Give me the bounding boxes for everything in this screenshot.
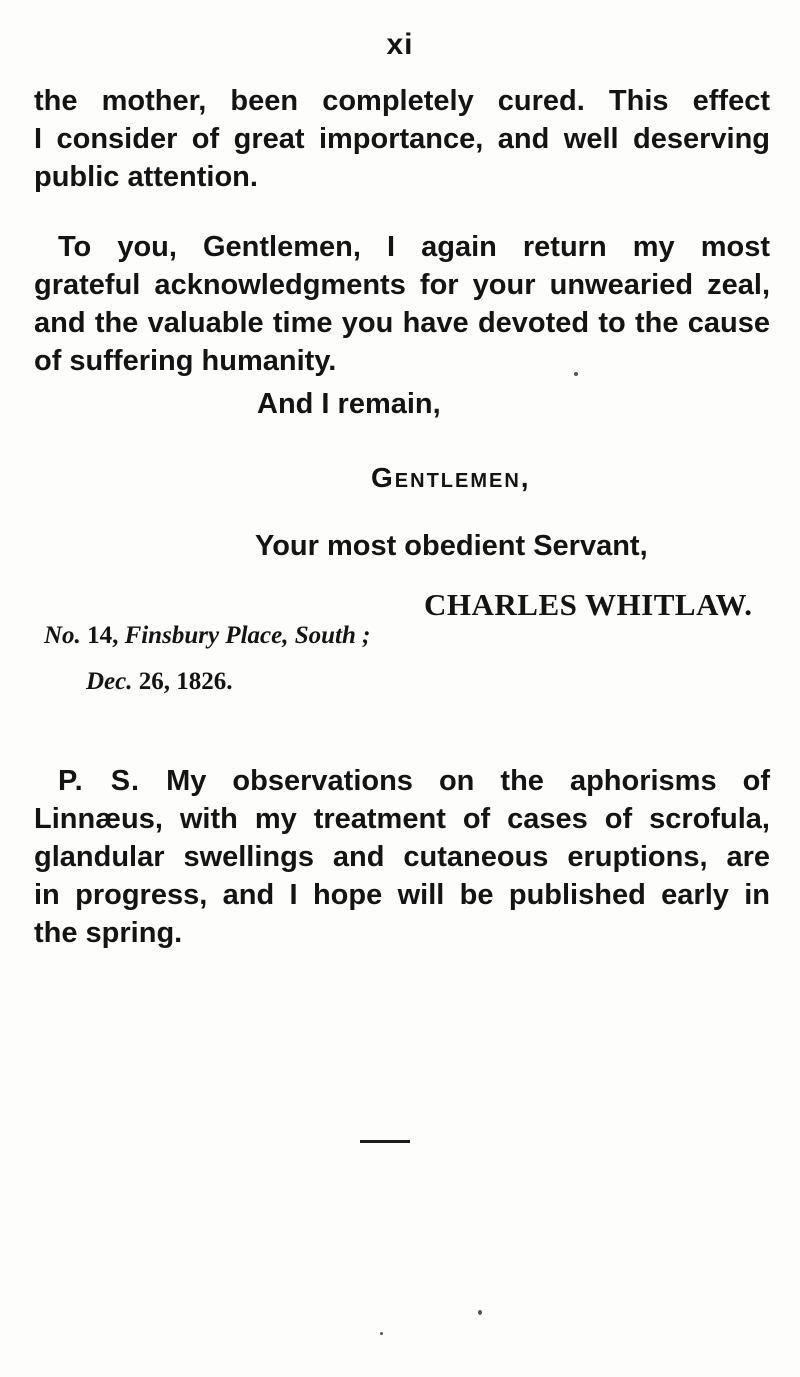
postscript-label: P. S. bbox=[58, 765, 141, 797]
paragraph-line: public attention. bbox=[34, 161, 258, 193]
postscript-paragraph bbox=[34, 762, 770, 952]
closing-salutation: Gentlemen, bbox=[371, 462, 531, 493]
address-no-label: No. bbox=[44, 622, 81, 649]
paragraph-line: and the valuable time you have devoted to the cause bbox=[34, 307, 770, 339]
paragraph-line: Linnæus, with my treatment of cases of scrofula, bbox=[34, 803, 770, 835]
body-paragraph-1 bbox=[34, 82, 770, 196]
date-value: 26, 1826. bbox=[138, 668, 233, 695]
paragraph-line: of suffering humanity. bbox=[34, 345, 337, 377]
paper-speck bbox=[478, 1310, 482, 1315]
paragraph-line: the spring. bbox=[34, 917, 183, 949]
paper-speck bbox=[574, 372, 578, 376]
paragraph-line: grateful acknowledgments for your unwearied zeal, bbox=[34, 269, 770, 301]
page-number: xi bbox=[386, 28, 414, 61]
date-line bbox=[86, 668, 233, 696]
paragraph-line: in progress, and I hope will be published early in bbox=[34, 879, 770, 911]
address-number: 14, bbox=[87, 622, 119, 649]
closing-remain: And I remain, bbox=[257, 388, 441, 420]
postscript-first-line: My observations on the aphorisms of bbox=[166, 765, 770, 797]
date-label: Dec. bbox=[86, 668, 133, 695]
paragraph-line: I consider of great importance, and well deserving bbox=[34, 123, 770, 155]
address-street: Finsbury Place, South ; bbox=[124, 622, 371, 649]
signature: CHARLES WHITLAW. bbox=[424, 587, 753, 622]
paragraph-line: To you, Gentlemen, I again return my most bbox=[58, 231, 770, 263]
address-line bbox=[44, 622, 370, 650]
end-rule bbox=[360, 1140, 410, 1143]
paragraph-line: the mother, been completely cured. This effect bbox=[34, 85, 770, 117]
paper-speck bbox=[380, 1332, 383, 1335]
closing-servant: Your most obedient Servant, bbox=[255, 530, 648, 562]
paragraph-line: glandular swellings and cutaneous eruptions, are bbox=[34, 841, 770, 873]
paragraph-line bbox=[34, 762, 770, 800]
body-paragraph-2 bbox=[34, 228, 770, 380]
